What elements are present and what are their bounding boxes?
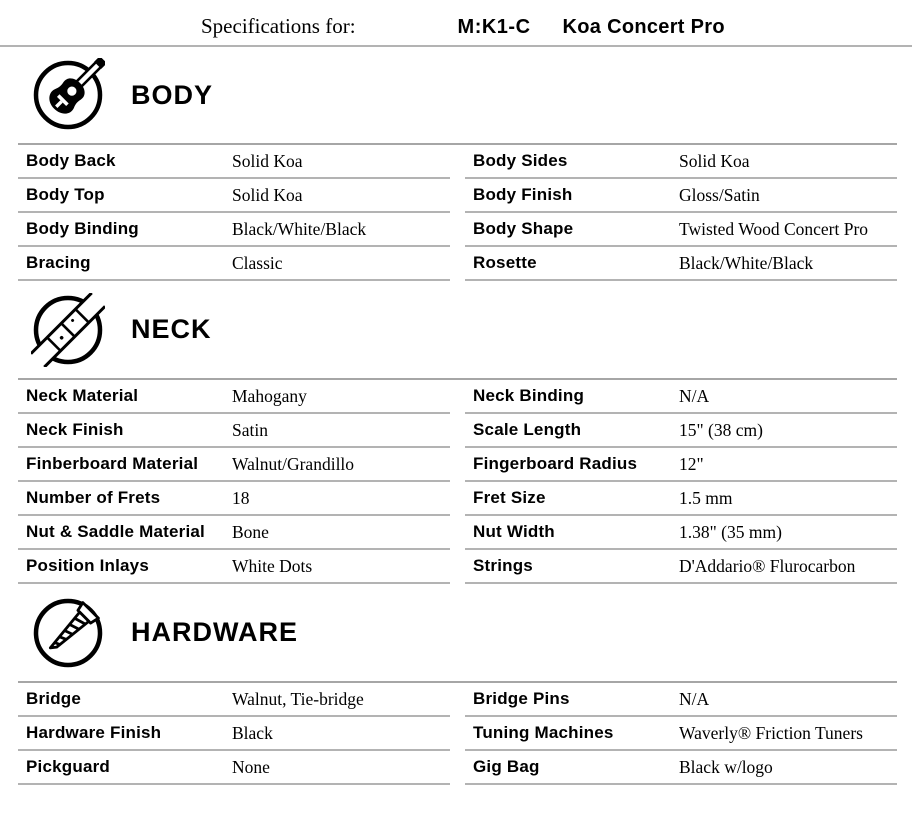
spec-value: 12" — [679, 453, 704, 474]
spec-label: Neck Binding — [473, 386, 585, 405]
spec-value: Black w/logo — [679, 756, 773, 777]
spec-cell — [465, 145, 897, 179]
spec-label: Tuning Machines — [473, 723, 614, 742]
section-hardware — [0, 584, 912, 785]
spec-cell — [18, 717, 450, 751]
spec-label: Fret Size — [473, 488, 546, 507]
spec-value: Black/White/Black — [679, 252, 814, 273]
spec-value: Solid Koa — [232, 150, 303, 171]
spec-value: Satin — [232, 419, 268, 440]
spec-cell — [18, 414, 450, 448]
spec-value: Mahogany — [232, 385, 307, 406]
spec-value: Black/White/Black — [232, 218, 367, 239]
spec-label: Position Inlays — [26, 556, 149, 575]
section-neck-header — [0, 281, 912, 378]
spec-value: D'Addario® Flurocarbon — [679, 555, 856, 576]
spec-cell — [465, 683, 897, 717]
product-name: Koa Concert Pro — [562, 16, 725, 38]
spec-value: N/A — [679, 688, 710, 709]
table-row — [18, 179, 897, 213]
spec-cell — [18, 380, 450, 414]
spec-value: Gloss/Satin — [679, 184, 760, 205]
spec-value: Waverly® Friction Tuners — [679, 722, 863, 743]
guitar-body-icon — [31, 58, 105, 132]
spec-label: Bridge — [26, 689, 82, 708]
spec-cell — [465, 247, 897, 281]
spec-cell — [465, 213, 897, 247]
spec-value: White Dots — [232, 555, 313, 576]
doc-header — [0, 0, 912, 47]
spec-cell — [465, 380, 897, 414]
neck-spec-table — [18, 378, 897, 584]
table-row — [18, 516, 897, 550]
spec-cell — [18, 683, 450, 717]
spec-cell — [465, 550, 897, 584]
spec-label: Gig Bag — [473, 757, 540, 776]
section-hardware-header — [0, 584, 912, 681]
spec-value: Black — [232, 722, 273, 743]
spec-label: Body Sides — [473, 151, 568, 170]
model-code: M:K1-C — [457, 16, 531, 38]
spec-label: Body Finish — [473, 185, 573, 204]
spec-value: Classic — [232, 252, 283, 273]
section-title: HARDWARE — [131, 617, 298, 647]
spec-value: Solid Koa — [232, 184, 303, 205]
spec-label: Body Shape — [473, 219, 574, 238]
spec-cell — [465, 751, 897, 785]
section-body — [0, 47, 912, 281]
spec-value: Walnut/Grandillo — [232, 453, 355, 474]
spec-label: Scale Length — [473, 420, 582, 439]
table-row — [18, 683, 897, 717]
table-row — [18, 717, 897, 751]
spec-value: Twisted Wood Concert Pro — [679, 218, 869, 239]
spec-cell — [18, 550, 450, 584]
table-row — [18, 213, 897, 247]
spec-value: 1.5 mm — [679, 487, 733, 508]
spec-label: Bridge Pins — [473, 689, 570, 708]
spec-value: N/A — [679, 385, 710, 406]
neck-fretboard-icon — [31, 293, 105, 367]
spec-label: Nut Width — [473, 522, 555, 541]
spec-cell — [465, 448, 897, 482]
spec-cell — [18, 448, 450, 482]
spec-cell — [465, 717, 897, 751]
spec-value: 1.38" (35 mm) — [679, 521, 782, 542]
spec-value: Bone — [232, 521, 269, 542]
spec-value: Solid Koa — [679, 150, 750, 171]
spec-value: None — [232, 756, 270, 777]
spec-cell — [18, 145, 450, 179]
spec-label: Rosette — [473, 253, 537, 272]
section-title: NECK — [131, 314, 212, 344]
spec-label: Body Back — [26, 151, 116, 170]
spec-cell — [465, 516, 897, 550]
spec-cell — [465, 414, 897, 448]
spec-cell — [18, 751, 450, 785]
spec-cell — [18, 482, 450, 516]
spec-cell — [18, 179, 450, 213]
spec-label: Fingerboard Radius — [473, 454, 638, 473]
section-title: BODY — [131, 79, 214, 110]
table-row — [18, 414, 897, 448]
section-neck — [0, 281, 912, 584]
specifications-for-label: Specifications for: — [201, 14, 356, 38]
spec-label: Finberboard Material — [26, 454, 199, 473]
spec-cell — [18, 247, 450, 281]
spec-label: Bracing — [26, 253, 91, 272]
table-row — [18, 145, 897, 179]
spec-value: Walnut, Tie-bridge — [232, 688, 364, 709]
spec-cell — [18, 213, 450, 247]
spec-label: Strings — [473, 556, 533, 575]
hardware-spec-table — [18, 681, 897, 785]
spec-cell — [465, 482, 897, 516]
table-row — [18, 751, 897, 785]
table-row — [18, 550, 897, 584]
screw-icon — [31, 596, 105, 670]
spec-label: Nut & Saddle Material — [26, 522, 205, 541]
spec-value: 18 — [232, 487, 250, 508]
spec-label: Body Top — [26, 185, 105, 204]
table-row — [18, 482, 897, 516]
spec-value: 15" (38 cm) — [679, 419, 763, 440]
table-row — [18, 380, 897, 414]
spec-label: Body Binding — [26, 219, 139, 238]
table-row — [18, 247, 897, 281]
spec-label: Neck Material — [26, 386, 139, 405]
spec-cell — [465, 179, 897, 213]
spec-cell — [18, 516, 450, 550]
spec-label: Number of Frets — [26, 488, 161, 507]
spec-label: Pickguard — [26, 757, 110, 776]
body-spec-table — [18, 143, 897, 281]
table-row — [18, 448, 897, 482]
spec-label: Hardware Finish — [26, 723, 162, 742]
spec-label: Neck Finish — [26, 420, 124, 439]
section-body-header — [0, 47, 912, 143]
